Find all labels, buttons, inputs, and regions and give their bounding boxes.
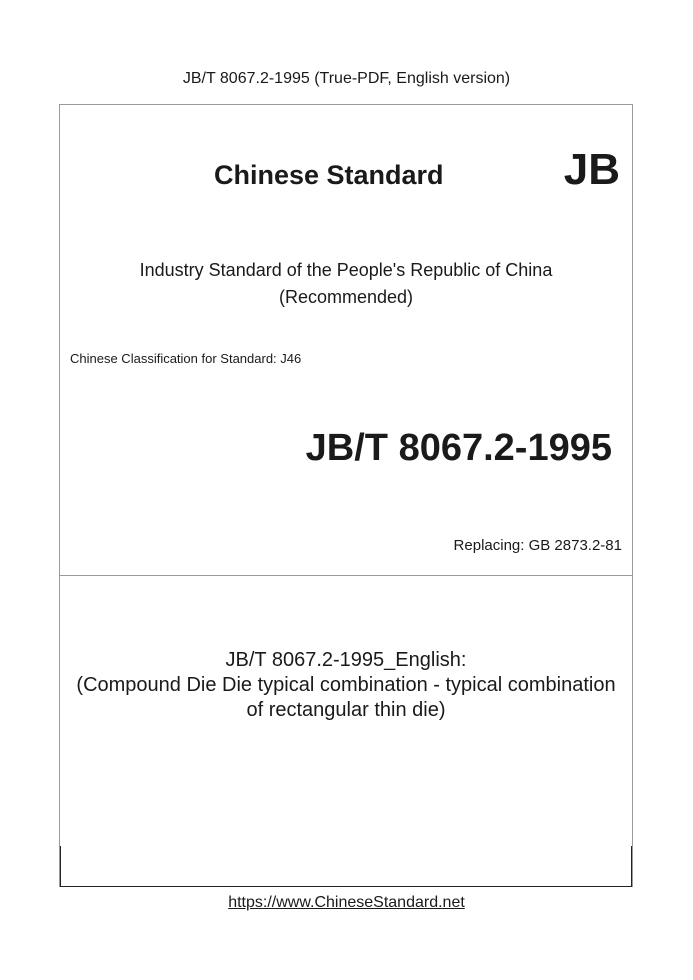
standard-number: JB/T 8067.2-1995 bbox=[305, 427, 612, 469]
english-title-line-2: (Compound Die Die typical combination - typical combination bbox=[76, 674, 616, 696]
classification-label: Chinese Classification for Standard: J46 bbox=[70, 351, 302, 366]
replacing-label: Replacing: GB 2873.2-81 bbox=[453, 537, 622, 554]
industry-line-2: (Recommended) bbox=[278, 287, 414, 307]
industry-line-1: Industry Standard of the People's Republic of China bbox=[139, 260, 553, 280]
section-divider bbox=[60, 575, 632, 576]
document-header-title: JB/T 8067.2-1995 (True-PDF, English version) bbox=[182, 70, 511, 87]
website-link-row bbox=[0, 893, 693, 913]
website-link[interactable]: https://www.ChineseStandard.net bbox=[228, 894, 465, 911]
english-title bbox=[60, 648, 632, 723]
bottom-band bbox=[60, 846, 632, 887]
english-title-line-3: of rectangular thin die) bbox=[246, 699, 446, 721]
standard-heading: Chinese Standard bbox=[214, 160, 444, 190]
english-title-line-1: JB/T 8067.2-1995_English: bbox=[225, 649, 467, 671]
cover-frame bbox=[59, 104, 633, 887]
standard-mark: JB bbox=[563, 145, 620, 194]
industry-statement bbox=[60, 257, 632, 311]
